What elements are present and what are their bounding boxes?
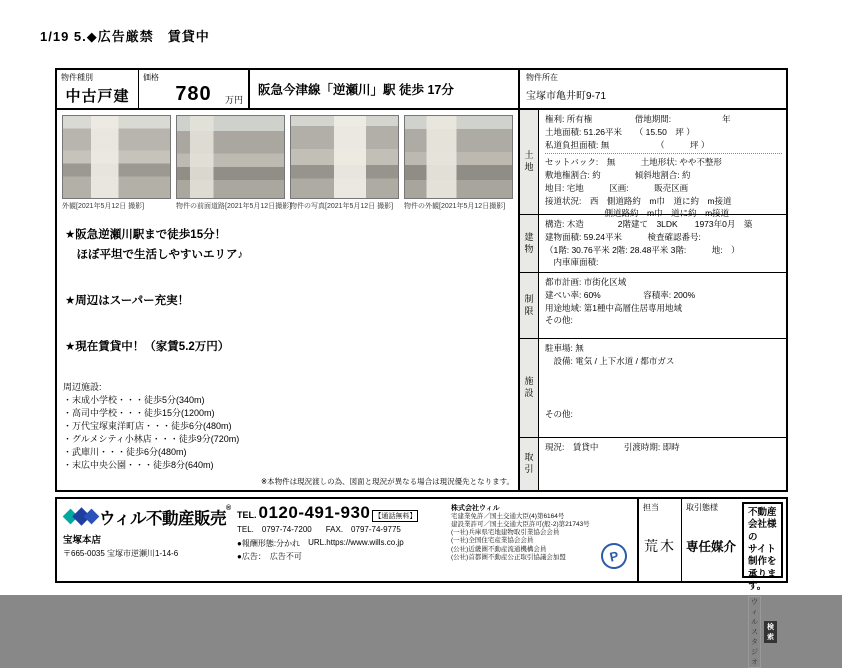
license-line: 宅建業免許／国土交通大臣(4)第6164号: [451, 513, 565, 520]
staff-cell: [637, 499, 681, 581]
search-badge: 検索: [764, 621, 777, 643]
building-line: 構造: 木造 2階建て 3LDK 1973年0月 築: [545, 219, 753, 229]
location-value: 宝塚市亀井町9-71: [526, 91, 607, 102]
toll-free-number-row: [237, 503, 445, 523]
location-label: 物件所在: [526, 73, 558, 82]
corporate-license-block: [447, 499, 637, 581]
property-type-label: 物件種別: [61, 73, 93, 82]
registered-trademark-mark: ®: [226, 505, 231, 512]
section-regulation-content: [539, 273, 786, 338]
license-line: (公社)首都圏不動産公正取引協議会加盟: [451, 553, 566, 561]
equipment-gap: [545, 368, 782, 408]
fee-url-row: [237, 538, 445, 549]
facility-item: ・高司中学校・・・徒歩15分(1200m): [63, 407, 215, 418]
facility-item: ・グルメシティ小林店・・・徒歩9分(720m): [63, 433, 240, 444]
left-column: [57, 70, 520, 490]
section-regulation: [520, 273, 786, 339]
promo-box: [742, 502, 783, 667]
promo-text: 不動産会社様の: [748, 507, 777, 543]
regulation-line: 都市計画: 市街化区域: [545, 277, 627, 287]
price-value: 780: [175, 83, 212, 105]
appeal-line: ほぼ平坦で生活しやすいエリア♪: [65, 249, 244, 262]
building-line: 建物面積: 59.24平米 検査確認番号:: [545, 231, 701, 242]
equipment-line: その他:: [545, 408, 573, 419]
price-label: 価格: [143, 73, 159, 82]
privacy-mark-icon: P: [599, 541, 630, 572]
land-line: 側道路約 m巾 道に約 m接道: [545, 208, 730, 219]
photo-item: [176, 115, 292, 211]
company-footer: [55, 497, 788, 667]
tel-number: TEL. 0797-74-7200: [237, 525, 312, 534]
nearby-facilities-list: [57, 381, 518, 474]
left-column-spacer: [57, 358, 518, 381]
photo-item: [290, 115, 399, 211]
facility-item: ・万代宝塚東洋町店・・・徒歩6分(480m): [63, 420, 232, 431]
license-line: 建設業許可／国土交通大臣許可(般-2)第21743号: [451, 521, 590, 529]
photo-caption: 物件の写真[2021年5月12日 撮影]: [290, 203, 394, 210]
property-main-table: [55, 68, 788, 492]
section-equipment: [520, 339, 786, 438]
building-line: 内車庫面積:: [545, 257, 599, 268]
appeal-gap: [65, 311, 510, 337]
photo-item: [62, 115, 171, 211]
section-building-label: 建物: [520, 215, 539, 272]
facility-item: ・武庫川・・・徒歩6分(480m): [63, 446, 187, 457]
photo-strip: [57, 110, 518, 211]
ad-policy: ●広告： 広告不可: [237, 552, 302, 561]
contact-block: [235, 499, 447, 581]
regulation-line: その他:: [545, 315, 573, 326]
appeal-line: ★周辺はスーパー充実！: [65, 295, 190, 308]
company-logo-icon: [63, 507, 99, 527]
corporate-name: 株式会社ウィル: [451, 505, 500, 512]
section-equipment-label: 施設: [520, 339, 539, 437]
company-logo-row: [63, 505, 233, 529]
appeal-gap: [65, 265, 510, 291]
transaction-line: 現況: 賃貸中 引渡時期: 即時: [545, 442, 680, 452]
section-equipment-content: [539, 339, 786, 437]
staff-name: 荒木: [644, 537, 676, 554]
promo-search-row: [748, 596, 777, 668]
facility-item: ・末広中央公園・・・徒歩8分(640m): [63, 459, 214, 470]
section-land-content: [539, 110, 786, 219]
property-photo: [62, 115, 171, 199]
company-name: ウィル不動産販売®: [99, 505, 231, 528]
land-line: セットバック: 無 土地形状: やや不整形: [545, 153, 782, 169]
sales-appeal-text: [57, 211, 518, 358]
property-photo: [176, 115, 285, 199]
regulation-line: 建ぺい率: 60% 容積率: 200%: [545, 289, 696, 300]
section-transaction-content: [539, 438, 786, 490]
promo-text: サイト制作を: [748, 544, 777, 568]
land-line: 私道負担面積: 無 （ 坪 ）: [545, 139, 710, 150]
section-transaction-label: 取引: [520, 438, 539, 490]
land-line: 敷地権割合: 約 傾斜地割合: 約: [545, 170, 691, 180]
land-line: 接道状況: 西 側道路約 m巾 道に約 m接道: [545, 195, 732, 206]
property-location-cell: [520, 70, 786, 110]
regulation-line: 用途地域: 第1種中高層住居専用地域: [545, 302, 682, 313]
property-type-cell: [57, 70, 139, 108]
station-access-text: 阪急今津線「逆瀬川」駅 徒歩 17分: [258, 83, 454, 97]
tel-label: TEL.: [237, 510, 257, 520]
company-logo-block: [57, 499, 235, 581]
staff-label: 担当: [643, 503, 659, 512]
section-building: [520, 215, 786, 273]
appeal-line: ★現在賃貸中！（家賃5.2万円）: [65, 341, 230, 354]
property-photo: [404, 115, 513, 199]
property-photo: [290, 115, 399, 199]
transaction-type-cell: [681, 499, 739, 581]
transaction-type-value: 専任媒介: [686, 539, 737, 554]
disclaimer-note: ※本物件は現況渡しの為、図面と現況が異なる場合は現況優先となります。: [260, 477, 514, 486]
transaction-type-label: 取引態様: [686, 503, 718, 512]
fax-number: FAX. 0797-74-9775: [325, 525, 401, 534]
photo-caption: 外観[2021年5月12日 撮影]: [62, 203, 145, 210]
toll-free-number: 0120-491-930: [258, 503, 371, 522]
section-land: [520, 110, 786, 219]
branch-name: 宝塚本店: [63, 535, 102, 546]
price-unit: 万円: [224, 95, 243, 105]
property-summary-row: [57, 70, 518, 110]
toll-free-note: 【通話無料】: [372, 510, 418, 522]
license-line: (一社)全国住宅産業協会会員: [451, 537, 534, 545]
appeal-line: ★阪急逆瀬川駅まで徒歩15分！: [65, 229, 227, 241]
photo-caption: 物件の外観[2021年5月12日撮影]: [404, 203, 506, 210]
page-header-note: 1/19 5.◆広告厳禁 賃貸中: [40, 29, 210, 44]
section-regulation-label: 制限: [520, 273, 539, 338]
facilities-title: 周辺施設:: [63, 381, 102, 392]
property-type-value: 中古戸建: [65, 88, 130, 105]
license-line: (一社)兵庫県宅地建物取引業協会会員: [451, 529, 560, 537]
section-land-label: 土地: [520, 110, 539, 214]
license-line: (公社)近畿圏不動産流通機構会員: [451, 545, 547, 553]
branch-address: 〒665-0035 宝塚市逆瀬川1-14-6: [63, 549, 179, 558]
right-column: [520, 70, 786, 490]
company-url: URL.https://www.wills.co.jp: [308, 538, 404, 547]
tel-fax-row: [237, 524, 445, 535]
section-building-content: [539, 215, 786, 272]
land-line: 土地面積: 51.26平米 （ 15.50 坪 ）: [545, 126, 695, 137]
price-cell: [139, 70, 250, 108]
equipment-line: 駐車場: 無: [545, 343, 584, 353]
promo-brand: ウィルスタジオ: [748, 596, 761, 668]
photo-item: [404, 115, 513, 211]
station-access-cell: [250, 70, 518, 108]
land-line: 地目: 宅地 区画: 販売区画: [545, 182, 689, 193]
fee-structure: ●報酬形態:分かれ: [237, 539, 301, 548]
equipment-line: 設備: 電気 / 上下水道 / 都市ガス: [545, 355, 675, 366]
promo-text: 承ります。: [748, 568, 777, 593]
section-transaction: [520, 438, 786, 490]
photo-caption: 物件の前面道路[2021年5月12日撮影]: [176, 203, 292, 210]
land-line: 権利: 所有権 借地期間: 年: [545, 114, 731, 124]
facility-item: ・末成小学校・・・徒歩5分(340m): [63, 394, 205, 405]
building-line: （1階: 30.76平米 2階: 28.48平米 3階: 地: ）: [545, 244, 740, 255]
